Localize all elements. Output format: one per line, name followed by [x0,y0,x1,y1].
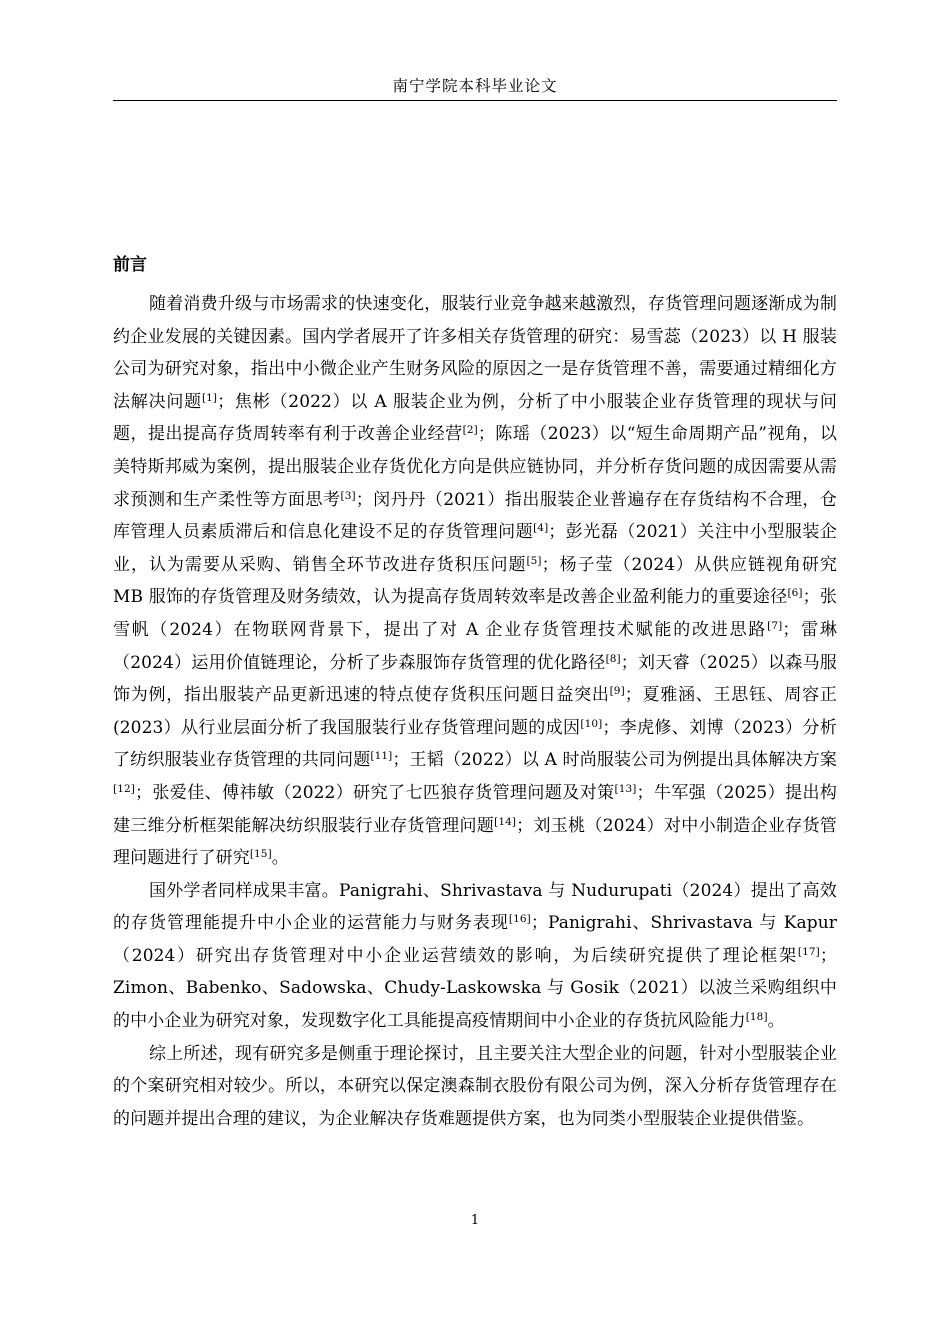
citation-marker: [1] [201,391,218,404]
text-run: ；杨子莹（2024）从供应链视角研究 MB 服饰的存货管理及财务绩效，认为提高存货周转效率是改善企业盈利能力的重要途径 [113,554,837,608]
citation-marker: [5] [526,554,542,567]
header-rule [113,100,837,101]
citation-marker: [15] [249,848,272,861]
text-run: 。 [271,848,289,869]
citation-marker: [14] [494,815,517,828]
text-run: ；刘玉桃（2024）对中小制造企业存货管理问题进行了研究 [113,815,837,869]
text-run: ；陈瑶（2023）以“短生命周期产品”视角，以美特斯邦威为案例，提出服装企业存货优化方向是供应链协同，并分析存货问题的成因需要从需求预测和生产柔性等方面思考 [113,424,837,510]
text-run: ；夏雅涵、王思钰、周容正(2023）从行业层面分析了我国服装行业存货管理问题的成因 [113,685,837,738]
citation-marker: [9] [609,685,625,698]
text-run: ；焦彬（2022）以 A 服装企业为例，分析了中小服装企业存货管理的现状与问题，提出提高存货周转率有利于改善企业经营 [113,391,838,445]
text-run: 。 [767,1011,785,1032]
citation-marker: [13] [614,782,637,795]
text-run: ；雷琳（2024）运用价值链理论，分析了步森服饰存货管理的优化路径 [113,619,837,673]
citation-marker: [2] [462,424,478,437]
page-number: 1 [470,1213,480,1228]
citation-marker: [16] [508,913,531,926]
citation-marker: [10] [580,717,603,730]
text-run: ；彭光磊（2021）关注中小型服装企业，认为需要从采购、销售全环节改进存货积压问题 [113,522,837,575]
citation-marker: [8] [605,652,621,665]
text-run: 随着消费升级与市场需求的快速变化，服装行业竞争越来越激烈，存货管理问题逐渐成为制约企业发展的关键因素。国内学者展开了许多相关存货管理的研究：易雪蕊（2023）以 H 服装公司为研究对象，指出中小微企业产生财务风险的原因之一是存货管理不善，需要通过精细化方法解决问题 [113,294,837,412]
paragraph [113,288,837,875]
citation-marker: [3] [340,489,356,502]
text-run: ；闵丹丹（2021）指出服装企业普遍存在存货结构不合理，仓库管理人员素质滞后和信息化建设不足的存货管理问题 [113,489,837,543]
citation-marker: [7] [767,619,783,632]
text-run: 国外学者同样成果丰富。Panigrahi、Shrivastava 与 Nudurupati（2024）提出了高效的存货管理能提升中小企业的运营能力与财务表现 [113,880,837,934]
citation-marker: [6] [787,587,803,600]
text-run: ；王韬（2022）以 A 时尚服装公司为例提出具体解决方案 [392,750,838,771]
text-run: ；张雪帆（2024）在物联网背景下，提出了对 A 企业存货管理技术赋能的改进思路 [113,587,837,640]
paragraph [113,875,837,1038]
running-header: 南宁学院本科毕业论文 [392,77,558,95]
citation-marker: [4] [533,522,549,535]
paragraph [113,1038,837,1136]
text-run: ；Panigrahi、Shrivastava 与 Kapur（2024）研究出存货管理对中小企业运营绩效的影响，为后续研究提供了理论框架 [113,913,838,966]
text-run: ；Zimon、Babenko、Sadowska、Chudy-Laskowska 与 Gosik（2021）以波兰采购组织中的中小企业为研究对象，发现数字化工具能提高疫情期间中小企业的存货抗风险能力 [113,945,837,1032]
text-run: ；李虎修、刘博（2023）分析了纺织服装业存货管理的共同问题 [113,717,838,771]
citation-marker: [17] [797,945,820,958]
text-run: ；刘天睿（2025）以森马服饰为例，指出服装产品更新迅速的特点使存货积压问题日益突出 [113,652,838,706]
text-run: 综上所述，现有研究多是侧重于理论探讨，且主要关注大型企业的问题，针对小型服装企业的个案研究相对较少。所以，本研究以保定澳森制衣股份有限公司为例，深入分析存货管理存在的问题并提出合理的建议，为企业解决存货难题提供方案，也为同类小型服装企业提供借鉴。 [113,1043,837,1129]
citation-marker: [12] [113,782,135,795]
citation-marker: [11] [370,750,393,763]
body-text [113,288,837,1135]
section-heading: 前言 [113,255,147,275]
citation-marker: [18] [745,1011,768,1024]
text-run: ；牛军强（2025）提出构建三维分析框架能解决纺织服装行业存货管理问题 [113,782,837,836]
text-run: ；张爱佳、傅祎敏（2022）研究了七匹狼存货管理问题及对策 [134,782,615,803]
